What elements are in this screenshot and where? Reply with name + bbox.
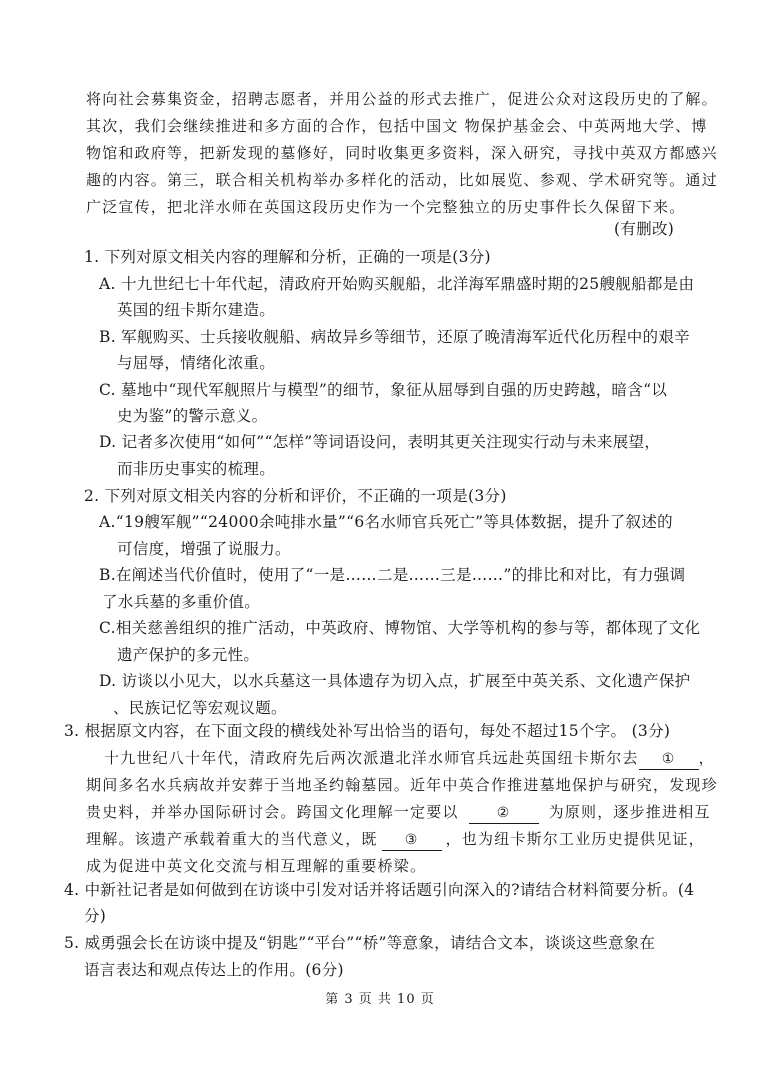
q1-option-a: A. 十九世纪七十年代起，清政府开始购买舰船，北洋海军鼎盛时期的25艘舰船都是由 bbox=[99, 275, 695, 293]
question-5-cont: 语言表达和观点传达上的作用。(6分) bbox=[84, 961, 344, 979]
page-footer: 第 3 页 共 10 页 bbox=[325, 992, 435, 1007]
q3-paragraph-line: 贵史料，并举办国际研讨会。跨国文化理解一定要以 ② 为原则，逐步推进相互 bbox=[86, 802, 711, 824]
source-note: (有删改) bbox=[614, 220, 675, 238]
answer-blank-1[interactable]: ① bbox=[639, 749, 699, 770]
q2-option-a-cont: 可信度，增强了说服力。 bbox=[117, 540, 291, 558]
q1-option-c-cont: 史为鉴”的警示意义。 bbox=[117, 407, 268, 425]
passage-line: 其次，我们会继续推进和多方面的合作，包括中国文 物保护基金会、中英两地大学、博 bbox=[86, 117, 708, 135]
q3-paragraph-line: 十九世纪八十年代，清政府先后两次派遣北洋水师官兵远赴英国纽卡斯尔去 ① ， bbox=[104, 748, 715, 770]
question-4: 4. 中新社记者是如何做到在访谈中引发对话并将话题引向深入的?请结合材料简要分析。(4 bbox=[64, 881, 695, 899]
q1-option-d-cont: 而非历史事实的梳理。 bbox=[117, 460, 276, 478]
q1-option-b-cont: 与屈辱，情绪化浓重。 bbox=[117, 354, 276, 372]
passage-line: 物馆和政府等，把新发现的墓修好，同时收集更多资料，深入研究，寻找中英双方都感兴 bbox=[86, 144, 718, 162]
q1-option-c: C. 墓地中“现代军舰照片与模型”的细节，象征从屈辱到自强的历史跨越，暗含“以 bbox=[99, 381, 668, 399]
q3-paragraph-line: 成为促进中英文化交流与相互理解的重要桥梁。 bbox=[86, 857, 427, 875]
answer-blank-3[interactable]: ③ bbox=[382, 830, 442, 851]
question-5: 5. 威勇强会长在访谈中提及“钥匙”“平台”“桥”等意象，请结合文本，谈谈这些意象在 bbox=[64, 934, 656, 952]
q2-option-d-cont: 、民族记忆等宏观议题。 bbox=[113, 699, 287, 717]
question-1-stem: 1. 下列对原文相关内容的理解和分析，正确的一项是(3分) bbox=[84, 248, 491, 266]
q2-option-a: A.“19艘军舰”“24000余吨排水量”“6名水师官兵死亡”等具体数据，提升了叙述的 bbox=[99, 513, 673, 531]
q1-option-b: B. 军舰购买、士兵接收舰船、病故异乡等细节，还原了晚清海军近代化历程中的艰辛 bbox=[99, 328, 690, 346]
q2-option-b: B.在阐述当代价值时，使用了“一是……二是……三是……”的排比和对比，有力强调 bbox=[99, 566, 686, 584]
q2-option-d: D. 访谈以小见大，以水兵墓这一具体遗存为切入点，扩展至中英关系、文化遗产保护 bbox=[99, 672, 691, 690]
q1-option-d: D. 记者多次使用“如何”“怎样”等词语设问，表明其更关注现实行动与未来展望， bbox=[99, 433, 661, 451]
q2-option-b-cont: 了水兵墓的多重价值。 bbox=[102, 593, 261, 611]
passage-line: 将向社会募集资金，招聘志愿者，并用公益的形式去推广，促进公众对这段历史的了解。 bbox=[86, 90, 718, 108]
answer-blank-2[interactable]: ② bbox=[469, 803, 539, 824]
passage-line: 广泛宣传，把北洋水师在英国这段历史作为一个完整独立的历史事件长久保留下来。 bbox=[86, 198, 686, 216]
question-3-stem: 3. 根据原文内容，在下面文段的横线处补写出恰当的语句，每处不超过15个字。 (3分) bbox=[64, 722, 671, 740]
q2-option-c: C.相关慈善组织的推广活动，中英政府、博物馆、大学等机构的参与等，都体现了文化 bbox=[99, 619, 701, 637]
passage-line: 趣的内容。第三，联合相关机构举办多样化的活动，比如展览、参观、学术研究等。通过 bbox=[86, 171, 718, 189]
q2-option-c-cont: 遗产保护的多元性。 bbox=[117, 646, 260, 664]
q1-option-a-cont: 英国的纽卡斯尔建造。 bbox=[117, 301, 276, 319]
q3-paragraph-line: 理解。该遗产承载着重大的当代意义，既 ③ ，也为纽卡斯尔工业历史提供见证， bbox=[86, 829, 705, 851]
question-4-cont: 分) bbox=[84, 907, 107, 925]
question-2-stem: 2. 下列对原文相关内容的分析和评价，不正确的一项是(3分) bbox=[84, 487, 507, 505]
q3-paragraph-line: 期间多名水兵病故并安葬于当地圣约翰墓园。近年中英合作推进墓地保护与研究，发现珍 bbox=[86, 776, 718, 794]
